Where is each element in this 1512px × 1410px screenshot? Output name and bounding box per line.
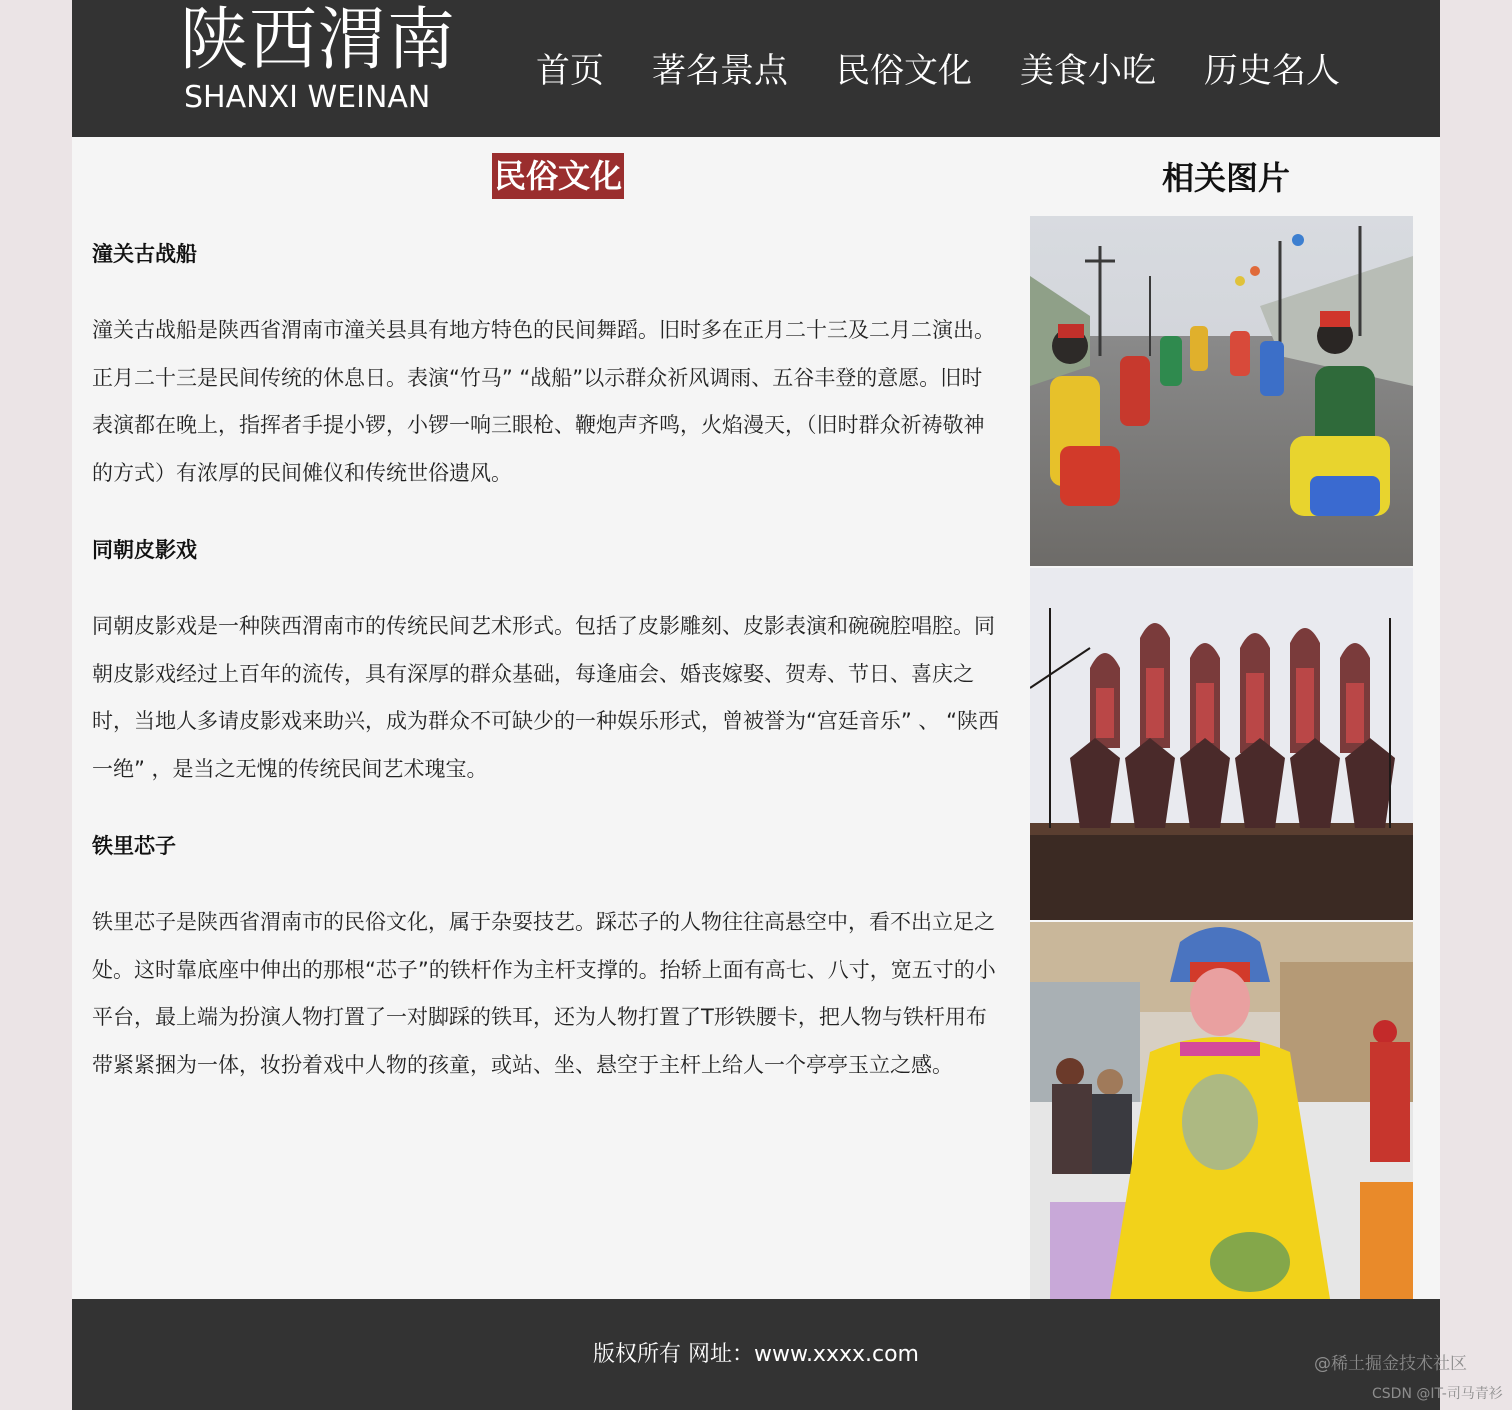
- logo-english[interactable]: SHANXI WEINAN: [184, 80, 431, 115]
- page-title: 民俗文化: [492, 153, 624, 199]
- logo-chinese[interactable]: 陕西渭南: [180, 1, 457, 80]
- photo-ancient-warship-parade: [1030, 216, 1413, 566]
- page: [72, 0, 1440, 1410]
- section-heading-tongguan: 潼关古战船: [92, 242, 197, 266]
- section-text-tongguan: 潼关古战船是陕西省渭南市潼关县具有地方特色的民间舞蹈。旧时多在正月二十三及二月二演出。正月二十三是民间传统的休息日。表演“竹马” “战船”以示群众祈风调雨、五谷丰登的意愿。旧时表演都在晚上，指挥者手提小锣，小锣一响三眼枪、鞭炮声齐鸣，火焰漫天，（旧时群众祈祷敬神的方式）有浓厚的民间傩仪和传统世俗遗风。: [92, 318, 995, 485]
- footer-copyright: 版权所有 网址：www.xxxx.com: [592, 1342, 919, 1367]
- section-heading-xinzi: 铁里芯子: [92, 834, 176, 858]
- section-text-xinzi: 铁里芯子是陕西省渭南市的民俗文化，属于杂耍技艺。踩芯子的人物往往高悬空中，看不出立足之处。这时靠底座中伸出的那根“芯子”的铁杆作为主杆支撑的。抬轿上面有高七、八寸，宽五寸的小平台，最上端为扮演人物打置了一对脚踩的铁耳，还为人物打置了T形铁腰卡，把人物与铁杆用布带紧紧捆为一体，妆扮着戏中人物的孩童，或站、坐、悬空于主杆上给人一个亭亭玉立之感。: [92, 910, 996, 1077]
- site-header: [72, 0, 1440, 137]
- photo-shadow-puppets: [1030, 568, 1413, 920]
- site-footer: [72, 1299, 1440, 1410]
- section-text-shadow-play: 同朝皮影戏是一种陕西渭南市的传统民间艺术形式。包括了皮影雕刻、皮影表演和碗碗腔唱腔。同朝皮影戏经过上百年的流传，具有深厚的群众基础，每逢庙会、婚丧嫁娶、贺寿、节日、喜庆之时，当地人多请皮影戏来助兴，成为群众不可缺少的一种娱乐形式，曾被誉为“宫廷音乐” 、 “陕西一绝” ，是当之无愧的传统民间艺术瑰宝。: [92, 614, 999, 781]
- nav-home[interactable]: 首页: [536, 51, 604, 91]
- section-heading-shadow-play: 同朝皮影戏: [92, 538, 197, 562]
- photo-tieli-xinzi: [1030, 922, 1413, 1299]
- nav-folk-culture[interactable]: 民俗文化: [836, 51, 972, 91]
- nav-attractions[interactable]: 著名景点: [652, 51, 788, 91]
- related-images-title: 相关图片: [1162, 159, 1291, 197]
- main-title-wrap: [492, 153, 624, 199]
- main-nav: [536, 48, 1340, 94]
- watermark-csdn: CSDN @IT-司马青衫: [1372, 1386, 1503, 1402]
- watermark-juejin: @稀土掘金技术社区: [1314, 1354, 1467, 1374]
- nav-historical-figures[interactable]: 历史名人: [1204, 51, 1340, 91]
- nav-food[interactable]: 美食小吃: [1020, 51, 1156, 91]
